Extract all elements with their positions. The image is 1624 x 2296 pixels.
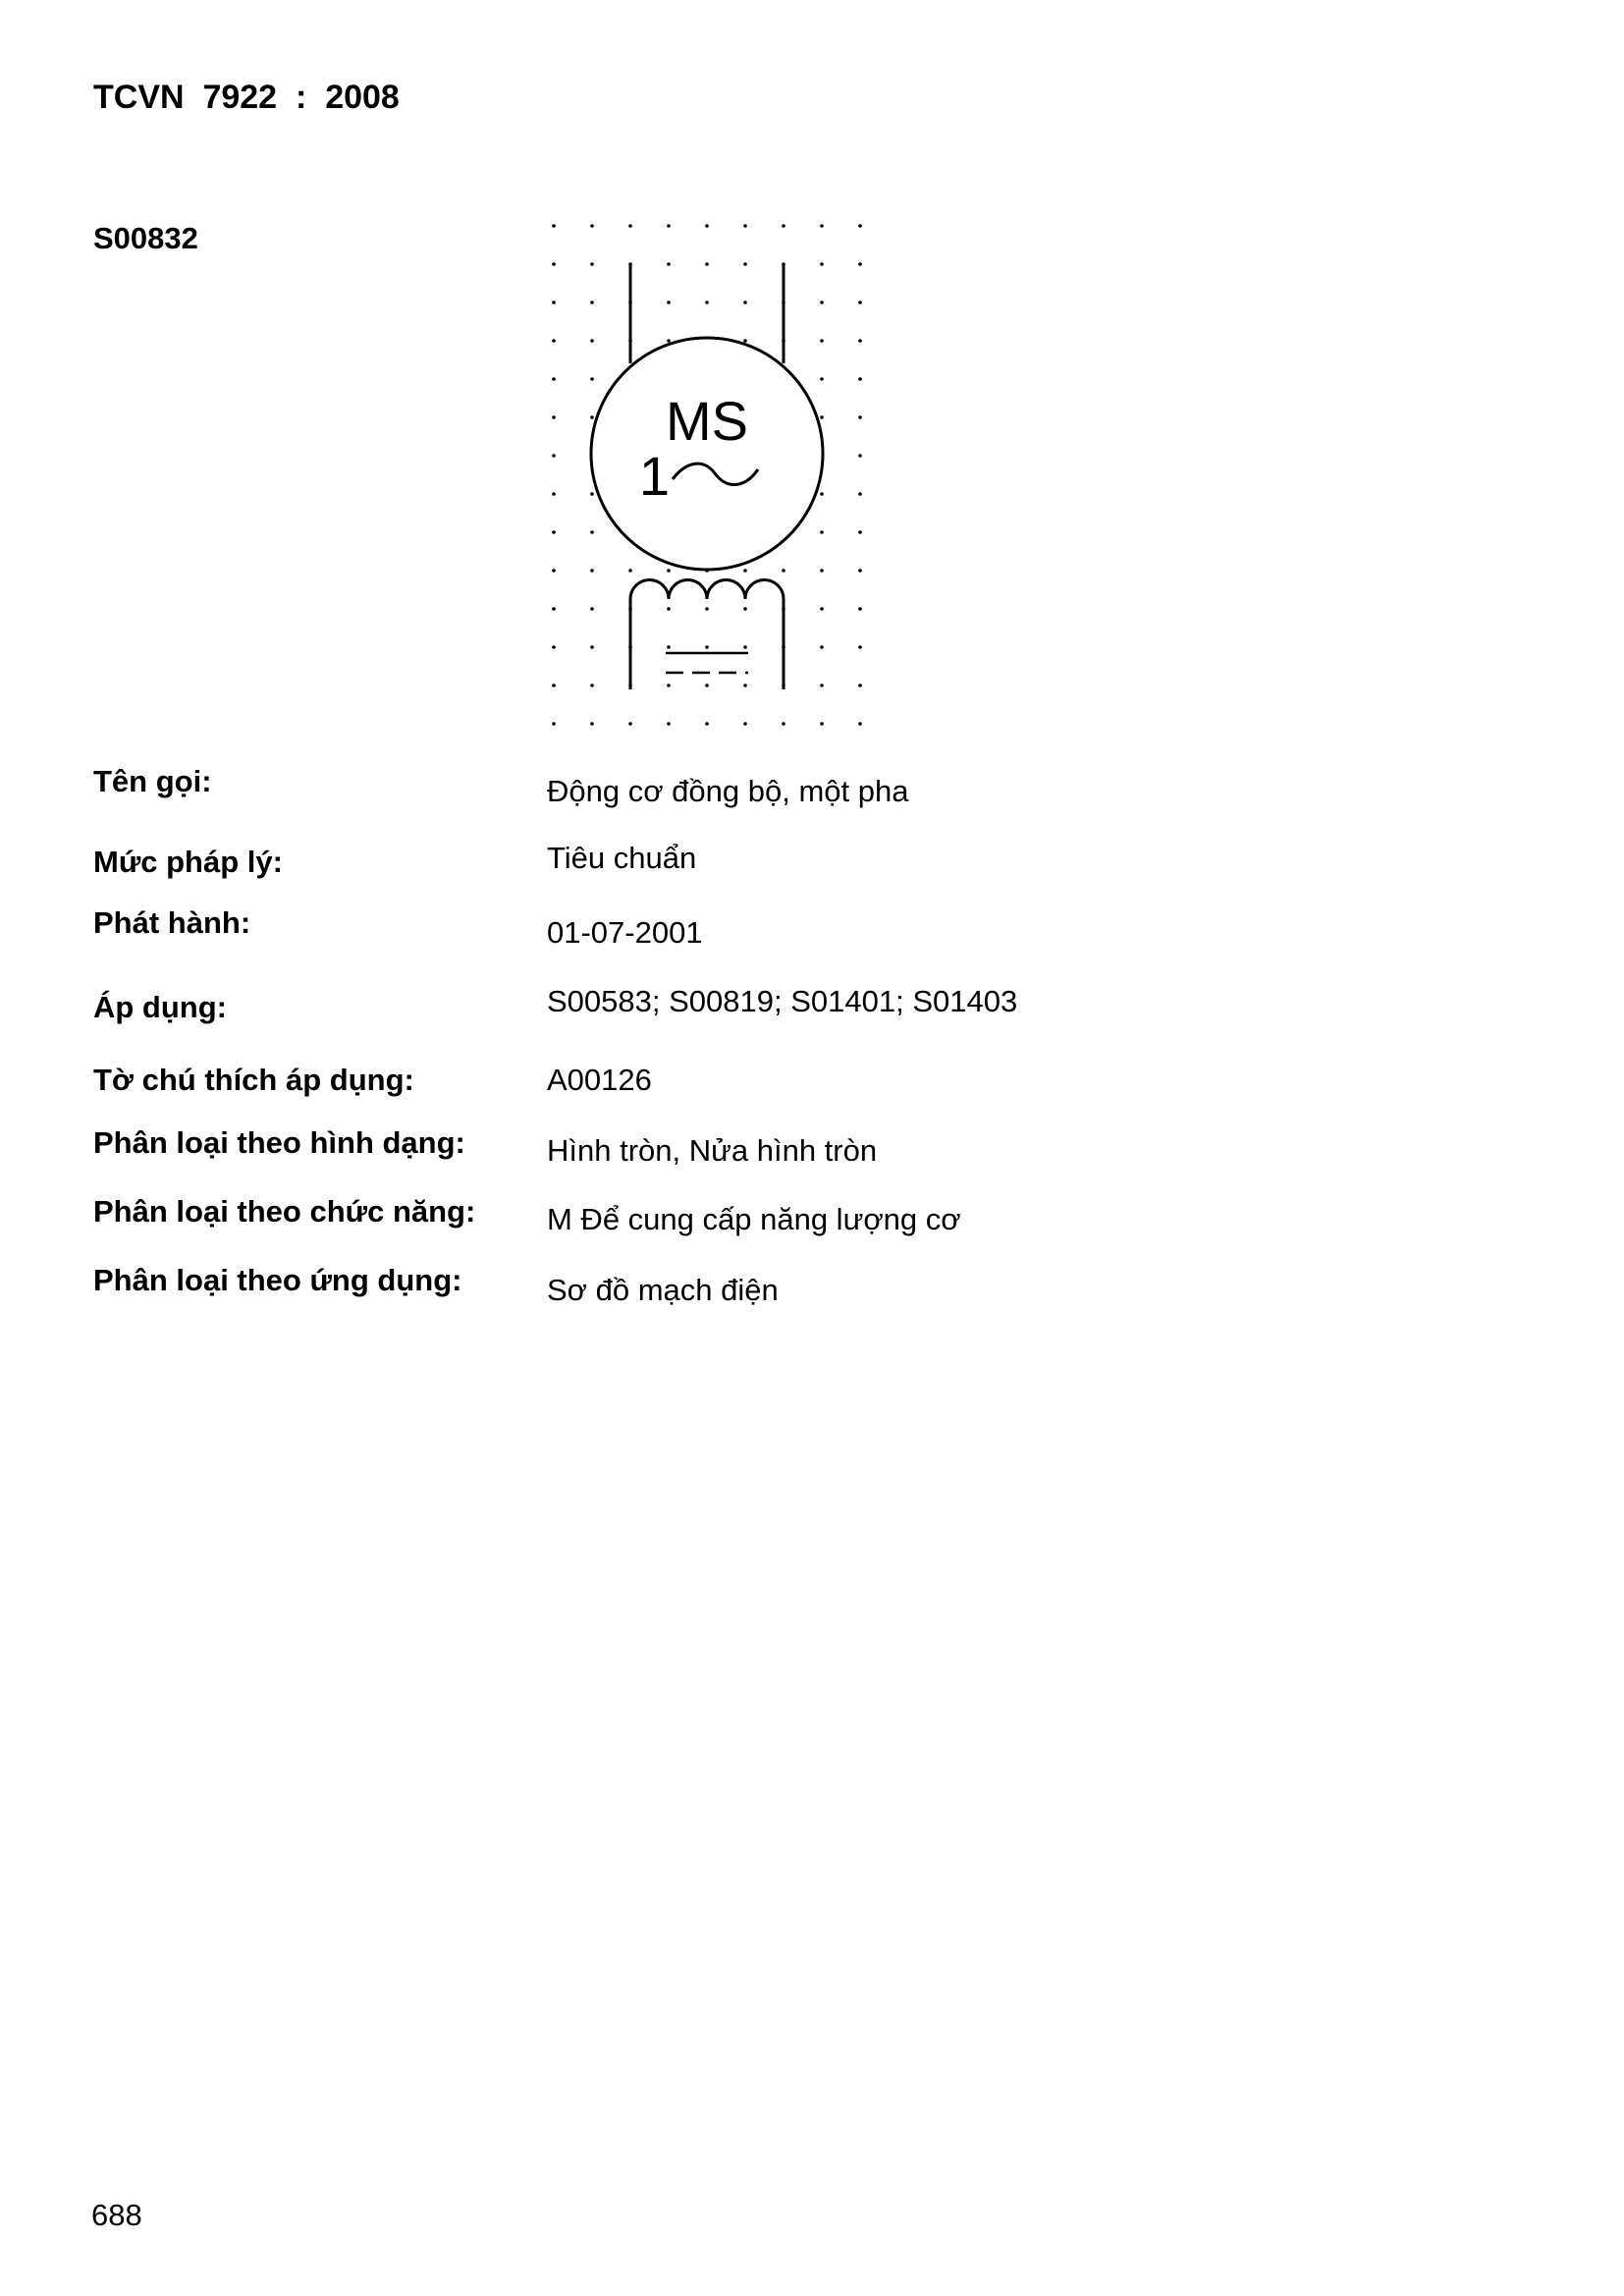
winding-coil xyxy=(630,580,784,600)
field-value-application-class: Sơ đồ mạch điện xyxy=(547,1273,779,1307)
grid-dot xyxy=(552,415,556,419)
grid-dot xyxy=(590,377,594,381)
grid-dot xyxy=(667,607,671,611)
grid-dot xyxy=(858,722,862,726)
field-value-annotation-sheet: A00126 xyxy=(547,1063,652,1097)
field-value-legal-level: Tiêu chuẩn xyxy=(547,841,697,875)
grid-dot xyxy=(628,722,632,726)
field-value-function-class: M Để cung cấp năng lượng cơ xyxy=(547,1202,961,1236)
grid-dot xyxy=(820,607,824,611)
grid-dot xyxy=(858,339,862,343)
grid-dot xyxy=(858,492,862,496)
grid-dot xyxy=(820,377,824,381)
motor-label-phase: 1 xyxy=(638,445,670,507)
grid-dot xyxy=(743,339,747,343)
document-header: TCVN 7922 : 2008 xyxy=(93,79,400,116)
field-label-legal-level: Mức pháp lý: xyxy=(93,845,283,879)
grid-dot xyxy=(705,262,709,266)
page-number: 688 xyxy=(91,2198,142,2232)
grid-dot xyxy=(552,683,556,687)
grid-dot xyxy=(858,607,862,611)
grid-dot xyxy=(820,301,824,304)
grid-dot xyxy=(820,224,824,228)
grid-dot xyxy=(667,224,671,228)
grid-dot xyxy=(782,569,785,573)
grid-dot xyxy=(820,569,824,573)
grid-dot xyxy=(590,339,594,343)
grid-dot xyxy=(782,722,785,726)
grid-dot xyxy=(705,301,709,304)
field-value-issued: 01-07-2001 xyxy=(547,915,703,950)
grid-dot xyxy=(590,224,594,228)
grid-dot xyxy=(552,224,556,228)
grid-dot xyxy=(552,454,556,458)
grid-dot xyxy=(552,301,556,304)
grid-dot xyxy=(820,683,824,687)
grid-dot xyxy=(858,262,862,266)
grid-dot xyxy=(590,569,594,573)
field-label-applies: Áp dụng: xyxy=(93,990,228,1024)
grid-dot xyxy=(667,645,671,649)
field-label-issued: Phát hành: xyxy=(93,905,251,940)
grid-dot xyxy=(705,722,709,726)
grid-dot xyxy=(590,722,594,726)
grid-dot xyxy=(743,569,747,573)
grid-dot xyxy=(590,301,594,304)
grid-dot xyxy=(820,722,824,726)
grid-dot xyxy=(552,492,556,496)
grid-dot xyxy=(858,683,862,687)
grid-dot xyxy=(820,530,824,534)
grid-dot xyxy=(590,645,594,649)
field-value-applies: S00583; S00819; S01401; S01403 xyxy=(547,984,1018,1018)
grid-dot xyxy=(782,224,785,228)
grid-dot xyxy=(590,607,594,611)
grid-dot xyxy=(667,262,671,266)
field-value-shape-class: Hình tròn, Nửa hình tròn xyxy=(547,1133,878,1168)
symbol-code: S00832 xyxy=(93,221,198,255)
grid-dot xyxy=(858,301,862,304)
grid-dot xyxy=(552,262,556,266)
grid-dot xyxy=(552,722,556,726)
grid-dot xyxy=(820,645,824,649)
grid-dot xyxy=(552,645,556,649)
grid-dot xyxy=(858,454,862,458)
grid-dot xyxy=(858,377,862,381)
grid-dot xyxy=(705,683,709,687)
field-value-name: Động cơ đồng bộ, một pha xyxy=(547,774,909,808)
grid-dot xyxy=(705,607,709,611)
grid-dot xyxy=(743,607,747,611)
grid-dot xyxy=(858,530,862,534)
grid-dot xyxy=(590,683,594,687)
grid-dot xyxy=(552,377,556,381)
grid-dot xyxy=(820,262,824,266)
grid-dot xyxy=(820,415,824,419)
motor-circle xyxy=(591,338,823,570)
grid-dot xyxy=(667,683,671,687)
grid-dot xyxy=(552,607,556,611)
grid-dot xyxy=(743,224,747,228)
grid-dot xyxy=(590,530,594,534)
grid-dot xyxy=(858,645,862,649)
grid-dot xyxy=(552,530,556,534)
grid-dot xyxy=(590,262,594,266)
grid-dot xyxy=(858,569,862,573)
grid-dot xyxy=(858,224,862,228)
motor-symbol xyxy=(591,263,823,689)
grid-dot xyxy=(743,722,747,726)
field-label-annotation-sheet: Tờ chú thích áp dụng: xyxy=(93,1063,414,1097)
field-label-function-class: Phân loại theo chức năng: xyxy=(93,1194,476,1229)
grid-dot xyxy=(820,339,824,343)
grid-dot xyxy=(628,569,632,573)
grid-dot xyxy=(552,569,556,573)
grid-dot xyxy=(705,645,709,649)
grid-dot xyxy=(743,262,747,266)
grid-dot xyxy=(858,415,862,419)
grid-dot xyxy=(667,301,671,304)
grid-dot xyxy=(743,683,747,687)
grid-dot xyxy=(743,301,747,304)
grid-dot xyxy=(590,492,594,496)
grid-dot xyxy=(628,224,632,228)
grid-dot xyxy=(667,339,671,343)
field-label-shape-class: Phân loại theo hình dạng: xyxy=(93,1125,465,1160)
grid-dot xyxy=(705,224,709,228)
motor-label-ms: MS xyxy=(666,390,748,452)
grid-dot xyxy=(667,722,671,726)
field-label-name: Tên gọi: xyxy=(93,764,212,798)
motor-symbol-diagram xyxy=(540,216,874,746)
grid-dot xyxy=(743,645,747,649)
grid-dot xyxy=(590,415,594,419)
field-label-application-class: Phân loại theo ứng dụng: xyxy=(93,1263,462,1297)
grid-dot xyxy=(552,339,556,343)
grid-dot xyxy=(667,569,671,573)
grid-dot xyxy=(820,492,824,496)
